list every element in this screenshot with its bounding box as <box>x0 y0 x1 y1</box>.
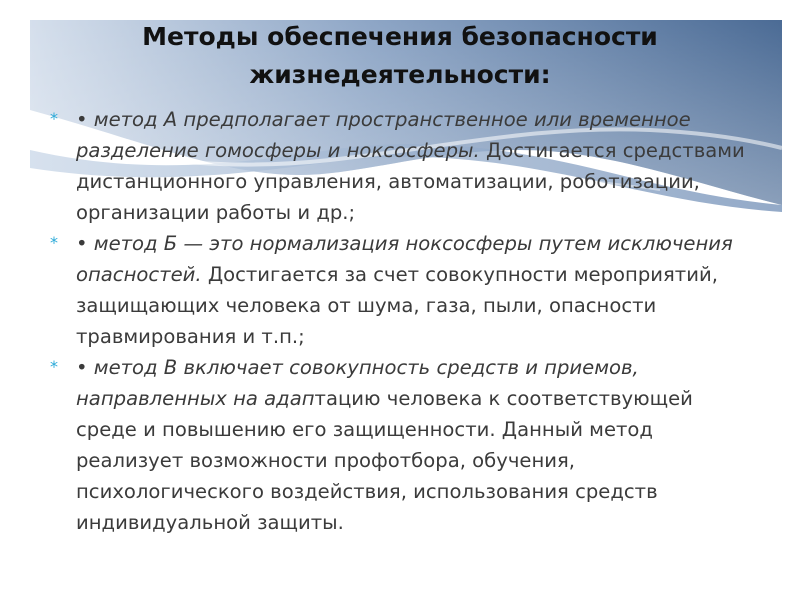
method-b-text: Достигается за счет совокупности мероприятий, защищающих человека от шума, газа, пыли, опасности травмирования и т.п.; <box>76 263 718 348</box>
method-list <box>50 104 750 538</box>
method-item-a <box>50 104 750 228</box>
slide-title: Методы обеспечения безопасности жизнедеятельности: <box>142 22 658 89</box>
method-v-lead: • метод В включает совокупность средств и приемов, направленных на адап <box>76 356 639 410</box>
method-b-lead: • метод Б — это нормализация ноксосферы путем исключения опасностей. <box>76 232 733 286</box>
method-a-lead: • метод А предполагает пространственное или временное разделение гомосферы и ноксосферы. <box>76 108 691 162</box>
method-v-text: тацию человека к соответствующей среде и повышению его защищенности. Данный метод реализует возможности профотбора, обучения, психологического воздействия, использования средств индивидуальной защиты. <box>76 387 693 534</box>
asterisk-bullet-icon: * <box>50 109 58 128</box>
asterisk-bullet-icon: * <box>50 233 58 252</box>
method-item-b <box>50 228 750 352</box>
method-item-v <box>50 352 750 538</box>
asterisk-bullet-icon: * <box>50 357 58 376</box>
method-a-text: Достигается средствами дистанционного управления, автоматизации, роботизации, организации работы и др.; <box>76 139 745 224</box>
